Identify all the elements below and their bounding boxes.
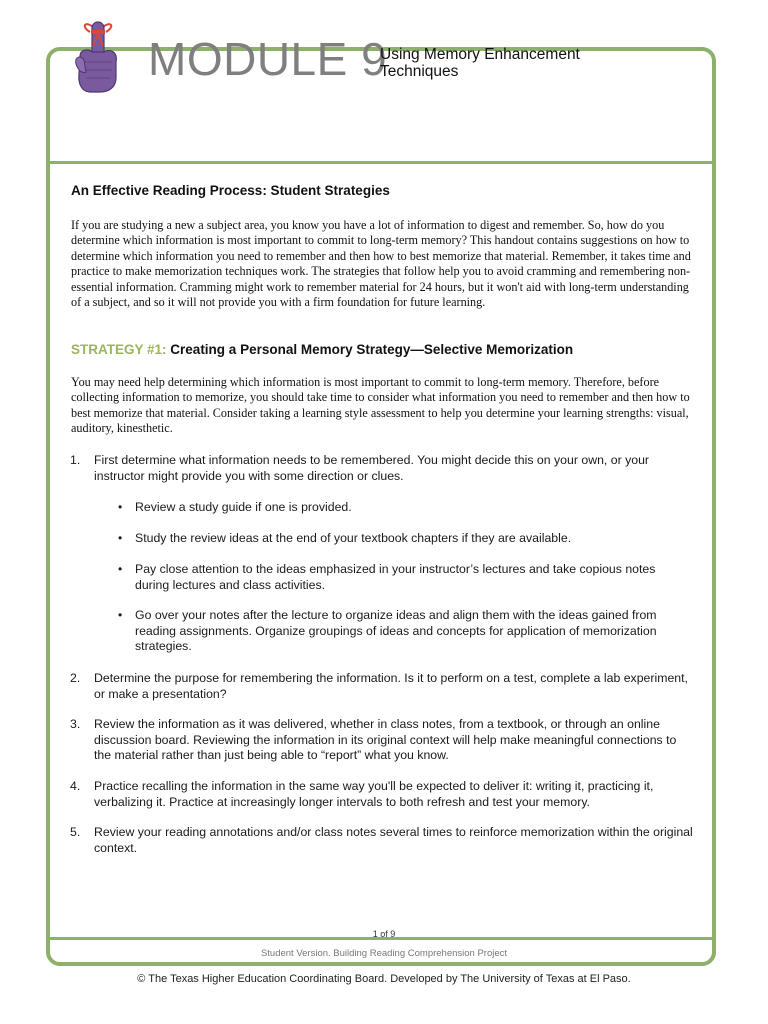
step-text: Review your reading annotations and/or class notes several times to reinforce memorization within the original context. [94,825,693,855]
bullet-item: Go over your notes after the lecture to organize ideas and align them with the ideas gained from reading assignments. Organize groupings of ideas and concepts for application of memorization strategies. [135,608,657,654]
step-number: 2. [70,671,81,685]
module-subtitle: Using Memory Enhancement Techniques [380,46,580,80]
step-text: Determine the purpose for remembering the information. Is it to perform on a test, complete a lab experiment, or make a presentation? [94,671,688,701]
page-number: 1 of 9 [372,929,396,939]
bullet-marker: • [118,608,123,622]
step-number: 3. [70,717,81,731]
strategy-title: Creating a Personal Memory Strategy—Selective Memorization [170,342,574,357]
step-number: 5. [70,825,81,839]
bullet-marker: • [118,562,123,576]
step-text: First determine what information needs to be remembered. You might decide this on your own, or your instructor might provide you with some direction or clues. [94,453,650,483]
step-text: Review the information as it was delivered, whether in class notes, from a textbook, or through an online discussion board. Reviewing the information in its original context will help make meaningful connections to the material rather than just being able to “report” what you know. [94,717,677,763]
strategy-heading [71,342,573,357]
finger-with-ribbon-icon [72,18,124,94]
copyright-notice: © The Texas Higher Education Coordinating Board. Developed by The University of Texas at El Paso. [137,973,631,985]
intro-paragraph: If you are studying a new a subject area, you know you have a lot of information to digest and remember. So, how do you determine which information is most important to commit to long-term memory? This handout contains suggestions on how to determine which information you need to remember and then how to best memorize that material. Remember, it takes time and practice to make memorization techniques work. The strategies that follow help you to avoid cramming and remembering non-essential information. Cramming might work to remember material for 24 hours, but it won't aid with long-term understanding of a subject, and so it will not provide you with a firm foundation for future learning. [71,218,691,310]
header-divider [50,161,712,164]
step-text: Practice recalling the information in the same way you'll be expected to deliver it: writing it, practicing it, verbalizing it. Practice at increasingly longer intervals to both refresh and test your memory. [94,779,654,809]
footer-note: Student Version. Building Reading Comprehension Project [260,948,508,959]
strategy-tag: STRATEGY #1: [71,342,167,357]
section-heading: An Effective Reading Process: Student Strategies [71,183,390,198]
bullet-item: Pay close attention to the ideas emphasized in your instructor’s lectures and take copious notes during lectures and class activities. [135,562,656,592]
module-title: MODULE 9 [148,33,388,85]
step-number: 4. [70,779,81,793]
bullet-marker: • [118,500,123,514]
bullet-marker: • [118,531,123,545]
strategy-intro-paragraph: You may need help determining which information is most important to commit to long-term memory. Therefore, before collecting information to memorize, you should take time to consider what information you need to remember and then how to best memorize that material. Consider taking a learning style assessment to help you determine your learning strengths: visual, auditory, kinesthetic. [71,375,690,436]
bullet-item: Study the review ideas at the end of your textbook chapters if they are available. [135,531,572,545]
bullet-item: Review a study guide if one is provided. [135,500,352,514]
step-number: 1. [70,453,81,467]
